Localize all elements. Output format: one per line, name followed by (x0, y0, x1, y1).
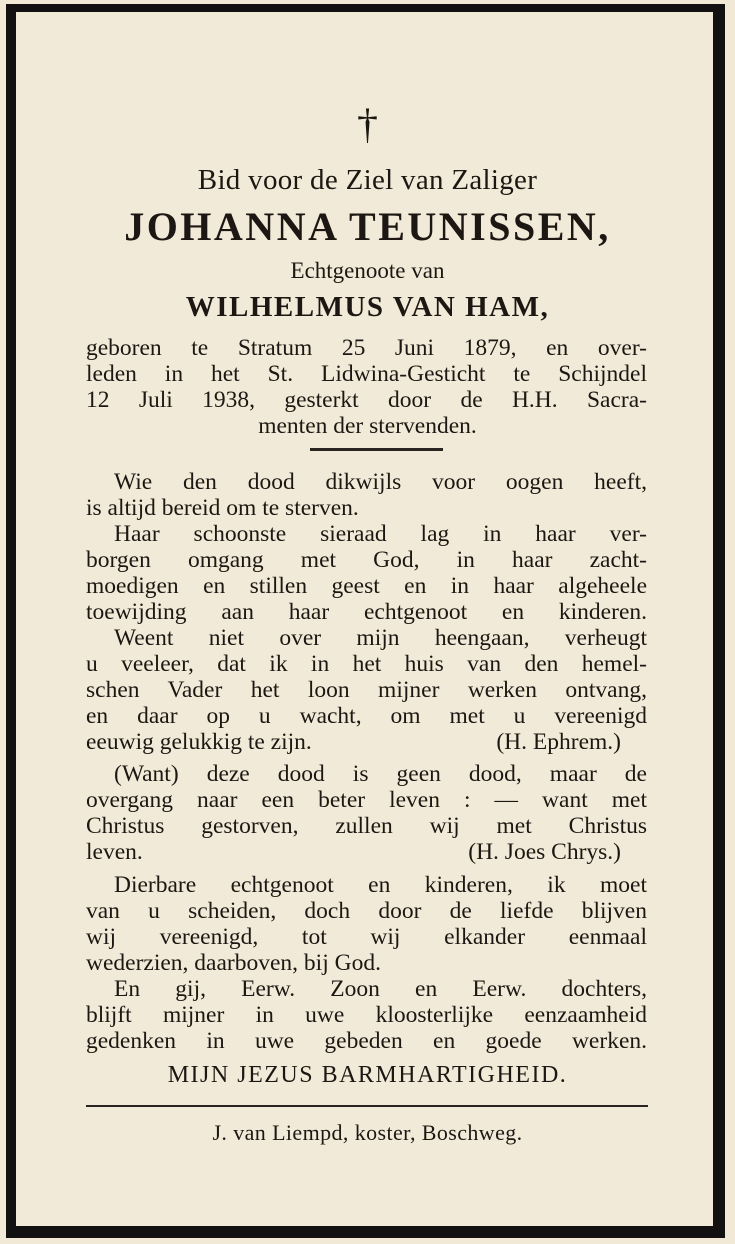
text-line: u veeleer, dat ik in het huis van den hemel- (86, 651, 647, 677)
text-line: wij vereenigd, tot wij elkander eenmaal (86, 924, 647, 950)
spouse-intro: Echtgenoote van (290, 258, 445, 283)
text-line: Weent niet over mijn heengaan, verheugt (114, 625, 647, 651)
text-line: schen Vader het loon mijner werken ontvang, (86, 677, 647, 703)
bio-line: menten der stervenden. (258, 413, 477, 439)
text-line: (Want) deze dood is geen dood, maar de (114, 761, 647, 787)
text-line: Dierbare echtgenoot en kinderen, ik moet (114, 872, 647, 898)
bio-line: leden in het St. Lidwina-Gesticht te Schijndel (86, 361, 647, 387)
cross-icon: † (357, 102, 378, 148)
text-line: gedenken in uwe gebeden en goede werken. (86, 1028, 647, 1054)
footer-rule (86, 1105, 648, 1107)
spouse-name: WILHELMUS VAN HAM, (185, 291, 550, 323)
text-line: is altijd bereid om te sterven. (86, 495, 359, 521)
text-line: van u scheiden, doch door de liefde blijven (86, 898, 647, 924)
bio-line: 12 Juli 1938, gesterkt door de H.H. Sacra- (86, 387, 647, 413)
text-line: moedigen en stillen geest en in haar algeheele (86, 573, 647, 599)
divider-rule (310, 448, 443, 451)
text-line: toewijding aan haar echtgenoot en kinderen. (86, 599, 647, 625)
closing-motto: MIJN JEZUS BARMHARTIGHEID. (167, 1062, 568, 1088)
text-line: En gij, Eerw. Zoon en Eerw. dochters, (114, 976, 647, 1002)
bio-line: geboren te Stratum 25 Juni 1879, en over- (86, 335, 647, 361)
text-line: eeuwig gelukkig te zijn. (86, 729, 312, 755)
quote-source: (H. Joes Chrys.) (468, 839, 621, 865)
prayer-heading: Bid voor de Ziel van Zaliger (197, 164, 538, 196)
text-line: en daar op u wacht, om met u vereenigd (86, 703, 647, 729)
quote-source: (H. Ephrem.) (496, 729, 621, 755)
text-line: blijft mijner in uwe kloosterlijke eenzaamheid (86, 1002, 647, 1028)
text-line: wederzien, daarboven, bij God. (86, 950, 381, 976)
printer-credit: J. van Liempd, koster, Boschweg. (212, 1120, 523, 1145)
text-line: overgang naar een beter leven : — want met (86, 787, 647, 813)
text-line: Christus gestorven, zullen wij met Christus (86, 813, 647, 839)
text-line-with-source (86, 729, 647, 755)
deceased-name: JOHANNA TEUNISSEN, (124, 204, 611, 249)
text-line-with-source (86, 839, 647, 865)
text-line: leven. (86, 839, 143, 865)
text-line: Haar schoonste sieraad lag in haar ver- (114, 521, 647, 547)
text-line: Wie den dood dikwijls voor oogen heeft, (114, 469, 647, 495)
text-line: borgen omgang met God, in haar zacht- (86, 547, 647, 573)
